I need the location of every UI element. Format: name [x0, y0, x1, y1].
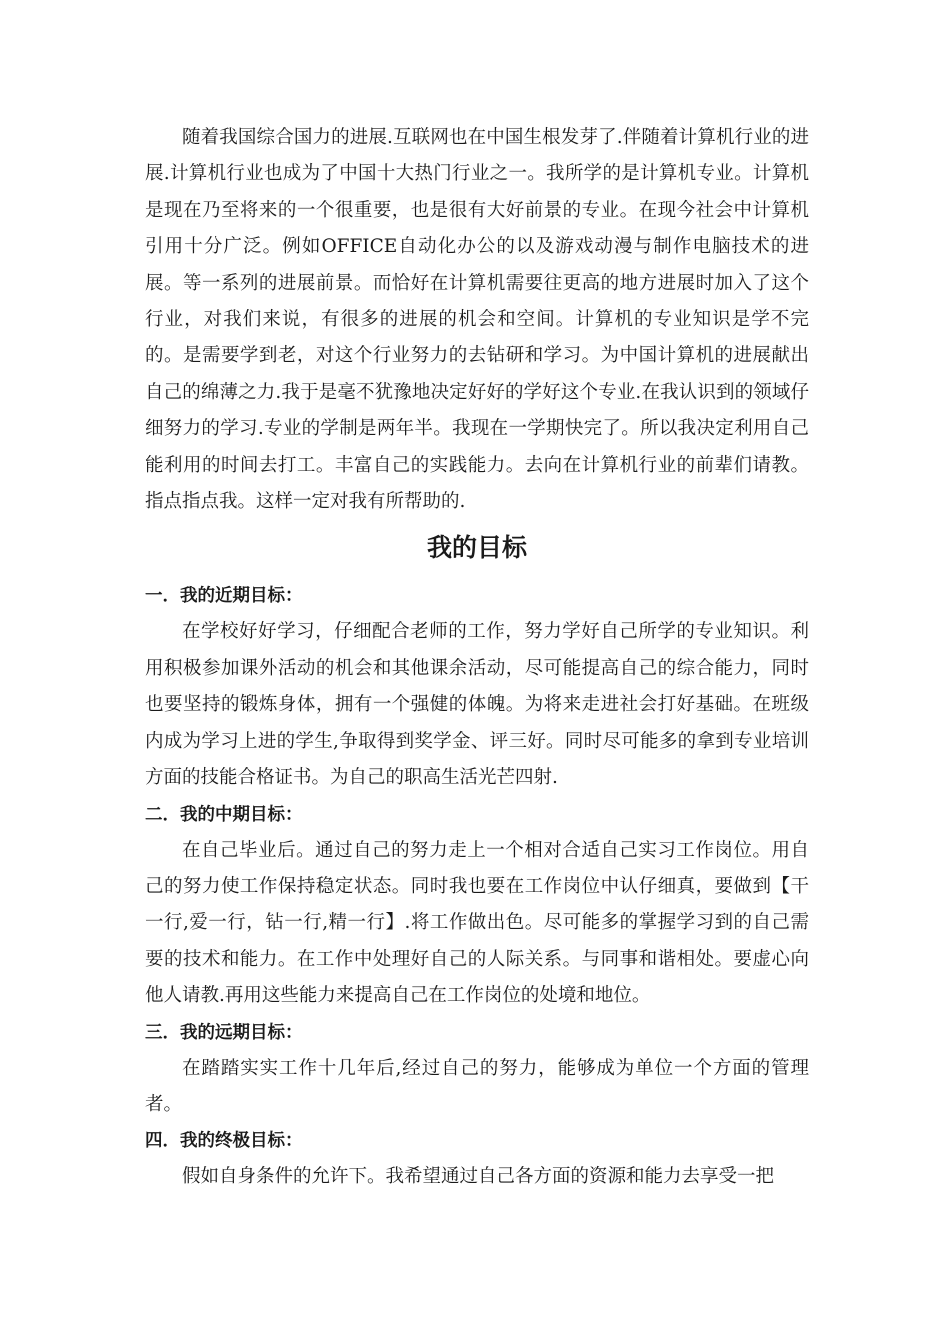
goal-mid-term: [145, 797, 809, 1015]
goal-heading: 三．我的远期目标：: [145, 1022, 303, 1043]
goal-heading: 二．我的中期目标：: [145, 804, 303, 825]
goal-heading: 四．我的终极目标：: [145, 1131, 303, 1152]
goal-heading: 一．我的近期目标：: [145, 586, 303, 607]
goal-ultimate: [145, 1123, 809, 1195]
goal-paragraph: 假如自身条件的允许下。我希望通过自己各方面的资源和能力去享受一把: [182, 1166, 775, 1188]
goal-long-term: [145, 1015, 809, 1124]
section-title: 我的目标: [426, 533, 527, 563]
intro-paragraph: 随着我国综合国力的进展.互联网也在中国生根发芽了.伴随着计算机行业的进展.计算机行业也成为了中国十大热门行业之一。我所学的是计算机专业。计算机是现在乃至将来的一个很重要，也是很有大好前景的专业。在现今社会中计算机引用十分广泛。例如OFFICE自动化办公的以及游戏动漫与制作电脑技术的进展。等一系列的进展前景。而恰好在计算机需要往更高的地方进展时加入了这个行业，对我们来说，有很多的进展的机会和空间。计算机的专业知识是学不完的。是需要学到老，对这个行业努力的去钻研和学习。为中国计算机的进展献出自己的绵薄之力.我于是毫不犹豫地决定好好的学好这个专业.在我认识到的领域仔细努力的学习.专业的学制是两年半。我现在一学期快完了。所以我决定利用自己能利用的时间去打工。丰富自己的实践能力。去向在计算机行业的前辈们请教。指点指点我。这样一定对我有所帮助的.: [145, 127, 809, 513]
goal-paragraph: 在踏踏实实工作十几年后,经过自己的努力，能够成为单位一个方面的管理者。: [145, 1057, 809, 1115]
goal-paragraph: 在学校好好学习，仔细配合老师的工作，努力学好自己所学的专业知识。利用积极参加课外活动的机会和其他课余活动，尽可能提高自己的综合能力，同时也要坚持的锻炼身体，拥有一个强健的体魄。为将来走进社会打好基础。在班级内成为学习上进的学生,争取得到奖学金、评三好。同时尽可能多的拿到专业培训方面的技能合格证书。为自己的职高生活光芒四射.: [145, 621, 809, 789]
goal-paragraph: 在自己毕业后。通过自己的努力走上一个相对合适自己实习工作岗位。用自己的努力使工作保持稳定状态。同时我也要在工作岗位中认仔细真，要做到【干一行,爱一行，钻一行,精一行】.将工作做出色。尽可能多的掌握学习到的自己需要的技术和能力。在工作中处理好自己的人际关系。与同事和谐相处。要虚心向他人请教.再用这些能力来提高自己在工作岗位的处境和地位。: [145, 839, 809, 1007]
goal-near-term: [145, 578, 809, 796]
document-body: [145, 120, 809, 1196]
